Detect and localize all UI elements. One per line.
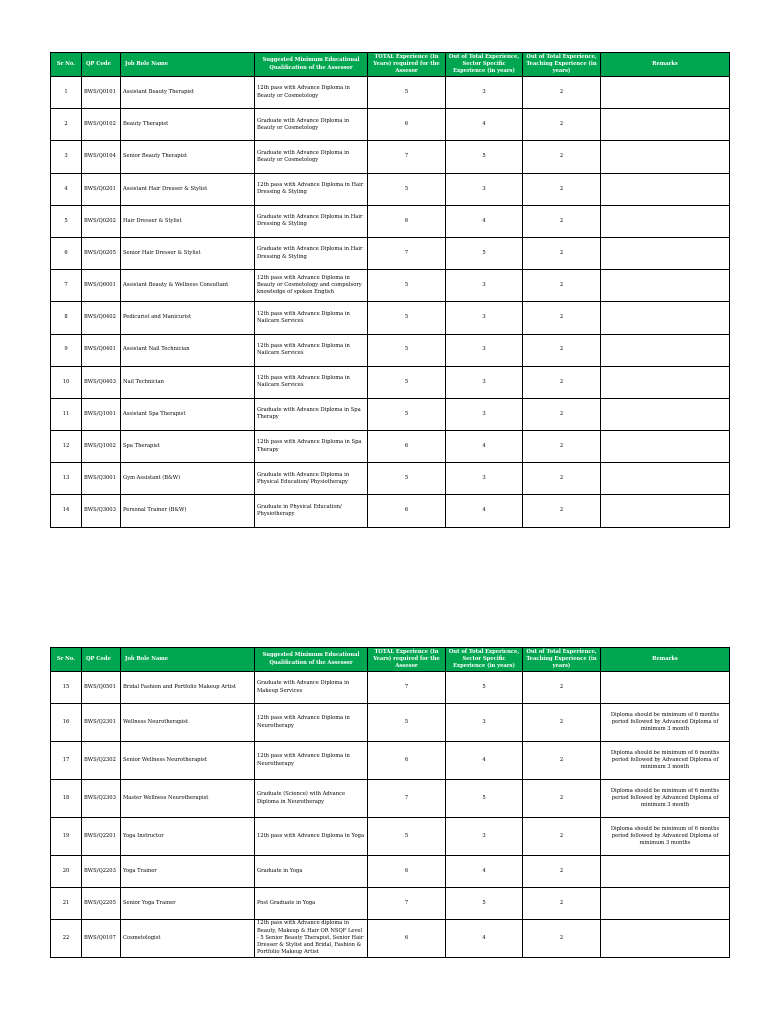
cell-qp-code: BWS/Q0401 xyxy=(82,334,121,366)
cell-qp-code: BWS/Q3001 xyxy=(82,463,121,495)
table-row xyxy=(51,141,730,173)
cell-total-experience: 5 xyxy=(368,398,446,430)
cell-remarks xyxy=(601,109,730,141)
table-row xyxy=(51,77,730,109)
cell-teaching-experience: 2 xyxy=(523,141,601,173)
cell-sr-no: 9 xyxy=(51,334,82,366)
table-row xyxy=(51,495,730,527)
cell-teaching-experience: 2 xyxy=(523,495,601,527)
cell-job-role: Beauty Therapist xyxy=(121,109,255,141)
table-row xyxy=(51,109,730,141)
cell-sector-experience: 3 xyxy=(446,463,523,495)
cell-qp-code: BWS/Q0202 xyxy=(82,205,121,237)
table-row xyxy=(51,463,730,495)
cell-qp-code: BWS/Q1002 xyxy=(82,431,121,463)
cell-job-role: Senior Beauty Therapist xyxy=(121,141,255,173)
table-row xyxy=(51,920,730,958)
cell-qp-code: BWS/Q0101 xyxy=(82,77,121,109)
cell-teaching-experience: 2 xyxy=(523,237,601,269)
cell-qualification: Graduate with Advance Diploma in Physical Education/ Physiotherapy xyxy=(255,463,368,495)
header-teaching-experience: Out of Total Experience, Teaching Experience (in years) xyxy=(523,53,601,77)
cell-qp-code: BWS/Q1001 xyxy=(82,398,121,430)
cell-remarks xyxy=(601,141,730,173)
cell-sr-no: 13 xyxy=(51,463,82,495)
cell-remarks xyxy=(601,495,730,527)
cell-total-experience: 5 xyxy=(368,334,446,366)
header-job-role: Job Role Name xyxy=(121,53,255,77)
table-row xyxy=(51,742,730,780)
cell-job-role: Senior Wellness Neurotherapist xyxy=(121,742,255,780)
cell-teaching-experience: 2 xyxy=(523,205,601,237)
cell-sector-experience: 3 xyxy=(446,302,523,334)
cell-total-experience: 5 xyxy=(368,463,446,495)
cell-job-role: Cosmetologist xyxy=(121,920,255,958)
cell-qp-code: BWS/Q0104 xyxy=(82,141,121,173)
cell-sr-no: 2 xyxy=(51,109,82,141)
cell-teaching-experience: 2 xyxy=(523,888,601,920)
header-remarks: Remarks xyxy=(601,53,730,77)
header-remarks: Remarks xyxy=(601,648,730,672)
qualification-table-2 xyxy=(50,647,730,958)
table-row xyxy=(51,818,730,856)
cell-sector-experience: 3 xyxy=(446,270,523,302)
cell-qp-code: BWS/Q2201 xyxy=(82,818,121,856)
cell-total-experience: 5 xyxy=(368,270,446,302)
cell-qp-code: BWS/Q0403 xyxy=(82,366,121,398)
cell-sr-no: 18 xyxy=(51,780,82,818)
header-qp-code: QP Code xyxy=(82,53,121,77)
header-qp-code: QP Code xyxy=(82,648,121,672)
table-row xyxy=(51,780,730,818)
cell-job-role: Yoga Instructor xyxy=(121,818,255,856)
cell-total-experience: 5 xyxy=(368,704,446,742)
cell-job-role: Wellness Neurotherapist xyxy=(121,704,255,742)
cell-sector-experience: 4 xyxy=(446,205,523,237)
cell-total-experience: 5 xyxy=(368,77,446,109)
cell-qualification: Graduate with Advance Diploma in Hair Dressing & Styling xyxy=(255,205,368,237)
cell-total-experience: 6 xyxy=(368,920,446,958)
cell-total-experience: 5 xyxy=(368,173,446,205)
cell-sector-experience: 5 xyxy=(446,888,523,920)
table-body-1 xyxy=(51,77,730,528)
cell-qp-code: BWS/Q6001 xyxy=(82,270,121,302)
cell-sector-experience: 3 xyxy=(446,366,523,398)
cell-sr-no: 3 xyxy=(51,141,82,173)
cell-qp-code: BWS/Q2303 xyxy=(82,780,121,818)
cell-qualification: 12th pass with Advance Diploma in Nailcare Services xyxy=(255,366,368,398)
cell-qp-code: BWS/Q2203 xyxy=(82,856,121,888)
cell-remarks xyxy=(601,237,730,269)
cell-job-role: Gym Assistant (B&W) xyxy=(121,463,255,495)
cell-total-experience: 5 xyxy=(368,366,446,398)
cell-sector-experience: 5 xyxy=(446,141,523,173)
cell-total-experience: 6 xyxy=(368,495,446,527)
header-sector-experience: Out of Total Experience, Sector Specific Experience (in years) xyxy=(446,53,523,77)
header-qualification: Suggested Minimum Educational Qualification of the Assessor xyxy=(255,648,368,672)
cell-sector-experience: 3 xyxy=(446,398,523,430)
cell-job-role: Assistant Beauty Therapist xyxy=(121,77,255,109)
cell-job-role: Assistant Nail Technician xyxy=(121,334,255,366)
cell-qp-code: BWS/Q2301 xyxy=(82,704,121,742)
header-teaching-experience: Out of Total Experience, Teaching Experience (in years) xyxy=(523,648,601,672)
cell-remarks xyxy=(601,888,730,920)
table-row xyxy=(51,366,730,398)
cell-sr-no: 8 xyxy=(51,302,82,334)
table-header-row xyxy=(51,648,730,672)
cell-remarks xyxy=(601,431,730,463)
cell-qualification: 12th pass with Advance Diploma in Beauty or Cosmetology and compulsory knowledge of spoken English xyxy=(255,270,368,302)
cell-remarks xyxy=(601,173,730,205)
cell-qualification: 12th pass with Advance Diploma in Hair Dressing & Styling xyxy=(255,173,368,205)
header-sector-experience: Out of Total Experience, Sector Specific Experience (in years) xyxy=(446,648,523,672)
cell-sector-experience: 3 xyxy=(446,704,523,742)
cell-teaching-experience: 2 xyxy=(523,463,601,495)
cell-total-experience: 7 xyxy=(368,888,446,920)
cell-sector-experience: 5 xyxy=(446,672,523,704)
table-row xyxy=(51,888,730,920)
cell-total-experience: 7 xyxy=(368,780,446,818)
cell-teaching-experience: 2 xyxy=(523,920,601,958)
header-job-role: Job Role Name xyxy=(121,648,255,672)
cell-sr-no: 15 xyxy=(51,672,82,704)
cell-remarks: Diploma should be minimum of 6 months period followed by Advanced Diploma of minimum 3 month xyxy=(601,742,730,780)
cell-job-role: Senior Hair Dresser & Stylist xyxy=(121,237,255,269)
cell-qp-code: BWS/Q0402 xyxy=(82,302,121,334)
header-total-experience: TOTAL Experience (In Years) required for the Assesor xyxy=(368,53,446,77)
cell-qualification: Graduate in Yoga xyxy=(255,856,368,888)
cell-remarks xyxy=(601,672,730,704)
cell-teaching-experience: 2 xyxy=(523,109,601,141)
cell-remarks xyxy=(601,270,730,302)
header-total-experience: TOTAL Experience (In Years) required for the Assesor xyxy=(368,648,446,672)
cell-teaching-experience: 2 xyxy=(523,742,601,780)
cell-total-experience: 5 xyxy=(368,302,446,334)
cell-sector-experience: 4 xyxy=(446,109,523,141)
cell-job-role: Assistant Beauty & Wellness Consultant xyxy=(121,270,255,302)
cell-qualification: 12th pass with Advance diploma in Beauty, Makeup & Hair OR NSQF Level - 5 Senior Beauty Therapist, Senior Hair Dresser & Stylist and Bridal, Fashion & Portfolio Makeup Artist xyxy=(255,920,368,958)
header-qualification: Suggested Minimum Educational Qualification of the Assessor xyxy=(255,53,368,77)
table-row xyxy=(51,173,730,205)
cell-sr-no: 20 xyxy=(51,856,82,888)
cell-qp-code: BWS/Q3003 xyxy=(82,495,121,527)
table-row xyxy=(51,270,730,302)
cell-sr-no: 14 xyxy=(51,495,82,527)
cell-job-role: Hair Dresser & Stylist xyxy=(121,205,255,237)
cell-sr-no: 16 xyxy=(51,704,82,742)
cell-sr-no: 17 xyxy=(51,742,82,780)
table-header-row xyxy=(51,53,730,77)
cell-sr-no: 1 xyxy=(51,77,82,109)
cell-sector-experience: 4 xyxy=(446,920,523,958)
cell-qualification: 12th pass with Advance Diploma in Spa Therapy xyxy=(255,431,368,463)
cell-job-role: Nail Technician xyxy=(121,366,255,398)
cell-qp-code: BWS/Q0201 xyxy=(82,173,121,205)
cell-teaching-experience: 2 xyxy=(523,366,601,398)
cell-remarks xyxy=(601,398,730,430)
cell-qualification: 12th pass with Advance Diploma in Nailcare Services xyxy=(255,334,368,366)
cell-job-role: Master Wellness Neurotherapist xyxy=(121,780,255,818)
cell-job-role: Bridal Fashion and Portfolio Makeup Artist xyxy=(121,672,255,704)
cell-remarks xyxy=(601,77,730,109)
cell-sector-experience: 4 xyxy=(446,856,523,888)
cell-job-role: Spa Therapist xyxy=(121,431,255,463)
header-sr-no: Sr No. xyxy=(51,648,82,672)
table-row xyxy=(51,672,730,704)
cell-total-experience: 7 xyxy=(368,672,446,704)
cell-qualification: Graduate with Advance Diploma in Makeup Services xyxy=(255,672,368,704)
cell-sector-experience: 5 xyxy=(446,780,523,818)
cell-remarks xyxy=(601,205,730,237)
cell-job-role: Personal Trainer (B&W) xyxy=(121,495,255,527)
cell-sr-no: 5 xyxy=(51,205,82,237)
cell-job-role: Assistant Hair Dresser & Stylist xyxy=(121,173,255,205)
cell-teaching-experience: 2 xyxy=(523,672,601,704)
table-row xyxy=(51,431,730,463)
cell-qualification: Graduate with Advance Diploma in Beauty or Cosmetology xyxy=(255,141,368,173)
cell-remarks xyxy=(601,856,730,888)
cell-sr-no: 21 xyxy=(51,888,82,920)
cell-qualification: 12th pass with Advance Diploma in Beauty or Cosmetology xyxy=(255,77,368,109)
cell-job-role: Assistant Spa Therapist xyxy=(121,398,255,430)
cell-qualification: Graduate in Physical Education/ Physiotherapy xyxy=(255,495,368,527)
cell-total-experience: 7 xyxy=(368,141,446,173)
cell-sector-experience: 4 xyxy=(446,742,523,780)
cell-job-role: Senior Yoga Trainer xyxy=(121,888,255,920)
cell-sr-no: 12 xyxy=(51,431,82,463)
cell-teaching-experience: 2 xyxy=(523,334,601,366)
cell-sr-no: 22 xyxy=(51,920,82,958)
cell-qp-code: BWS/Q2205 xyxy=(82,888,121,920)
cell-remarks: Diploma should be minimum of 6 months period followed by Advanced Diploma of minimum 3 month xyxy=(601,704,730,742)
cell-sr-no: 11 xyxy=(51,398,82,430)
cell-remarks xyxy=(601,920,730,958)
cell-qualification: Graduate (Science) with Advance Diploma in Neurotherapy xyxy=(255,780,368,818)
cell-total-experience: 6 xyxy=(368,431,446,463)
cell-sector-experience: 4 xyxy=(446,431,523,463)
cell-teaching-experience: 2 xyxy=(523,856,601,888)
cell-qualification: 12th pass with Advance Diploma in Nailcare Services xyxy=(255,302,368,334)
cell-total-experience: 5 xyxy=(368,818,446,856)
cell-qualification: Post Graduate in Yoga xyxy=(255,888,368,920)
cell-qp-code: BWS/Q0107 xyxy=(82,920,121,958)
cell-job-role: Yoga Trainer xyxy=(121,856,255,888)
table-row xyxy=(51,704,730,742)
cell-sector-experience: 3 xyxy=(446,334,523,366)
cell-remarks xyxy=(601,463,730,495)
cell-qp-code: BWS/Q2302 xyxy=(82,742,121,780)
table-row xyxy=(51,334,730,366)
cell-sr-no: 10 xyxy=(51,366,82,398)
cell-sector-experience: 3 xyxy=(446,818,523,856)
table-row xyxy=(51,398,730,430)
cell-teaching-experience: 2 xyxy=(523,398,601,430)
cell-qualification: Graduate with Advance Diploma in Hair Dressing & Styling xyxy=(255,237,368,269)
cell-qualification: 12th pass with Advance Diploma in Yoga xyxy=(255,818,368,856)
header-sr-no: Sr No. xyxy=(51,53,82,77)
cell-sr-no: 6 xyxy=(51,237,82,269)
cell-qp-code: BWS/Q0501 xyxy=(82,672,121,704)
cell-remarks: Diploma should be minimum of 6 months period followed by Advanced Diploma of minimum 3 month xyxy=(601,780,730,818)
cell-teaching-experience: 2 xyxy=(523,173,601,205)
cell-total-experience: 6 xyxy=(368,856,446,888)
table-body-2 xyxy=(51,672,730,958)
cell-sector-experience: 5 xyxy=(446,237,523,269)
cell-sector-experience: 3 xyxy=(446,173,523,205)
cell-qp-code: BWS/Q0205 xyxy=(82,237,121,269)
cell-sector-experience: 3 xyxy=(446,77,523,109)
cell-total-experience: 6 xyxy=(368,109,446,141)
cell-teaching-experience: 2 xyxy=(523,818,601,856)
table-row xyxy=(51,237,730,269)
cell-teaching-experience: 2 xyxy=(523,302,601,334)
cell-sr-no: 19 xyxy=(51,818,82,856)
cell-remarks xyxy=(601,334,730,366)
cell-total-experience: 6 xyxy=(368,742,446,780)
cell-total-experience: 6 xyxy=(368,205,446,237)
cell-remarks: Diploma should be minimum of 6 months period followed by Advanced Diploma of minimum 3 months xyxy=(601,818,730,856)
cell-sr-no: 7 xyxy=(51,270,82,302)
cell-qualification: 12th pass with Advance Diploma in Neurotherapy xyxy=(255,704,368,742)
table-row xyxy=(51,302,730,334)
cell-sector-experience: 4 xyxy=(446,495,523,527)
cell-qualification: Graduate with Advance Diploma in Spa Therapy xyxy=(255,398,368,430)
cell-total-experience: 7 xyxy=(368,237,446,269)
table-row xyxy=(51,856,730,888)
cell-qp-code: BWS/Q0102 xyxy=(82,109,121,141)
cell-teaching-experience: 2 xyxy=(523,780,601,818)
table-row xyxy=(51,205,730,237)
cell-qualification: Graduate with Advance Diploma in Beauty or Cosmetology xyxy=(255,109,368,141)
cell-teaching-experience: 2 xyxy=(523,270,601,302)
cell-sr-no: 4 xyxy=(51,173,82,205)
cell-qualification: 12th pass with Advance Diploma in Neurotherapy xyxy=(255,742,368,780)
cell-teaching-experience: 2 xyxy=(523,77,601,109)
cell-remarks xyxy=(601,366,730,398)
cell-teaching-experience: 2 xyxy=(523,704,601,742)
qualification-table-1 xyxy=(50,52,730,528)
cell-teaching-experience: 2 xyxy=(523,431,601,463)
cell-job-role: Pedicurist and Manicurist xyxy=(121,302,255,334)
cell-remarks xyxy=(601,302,730,334)
